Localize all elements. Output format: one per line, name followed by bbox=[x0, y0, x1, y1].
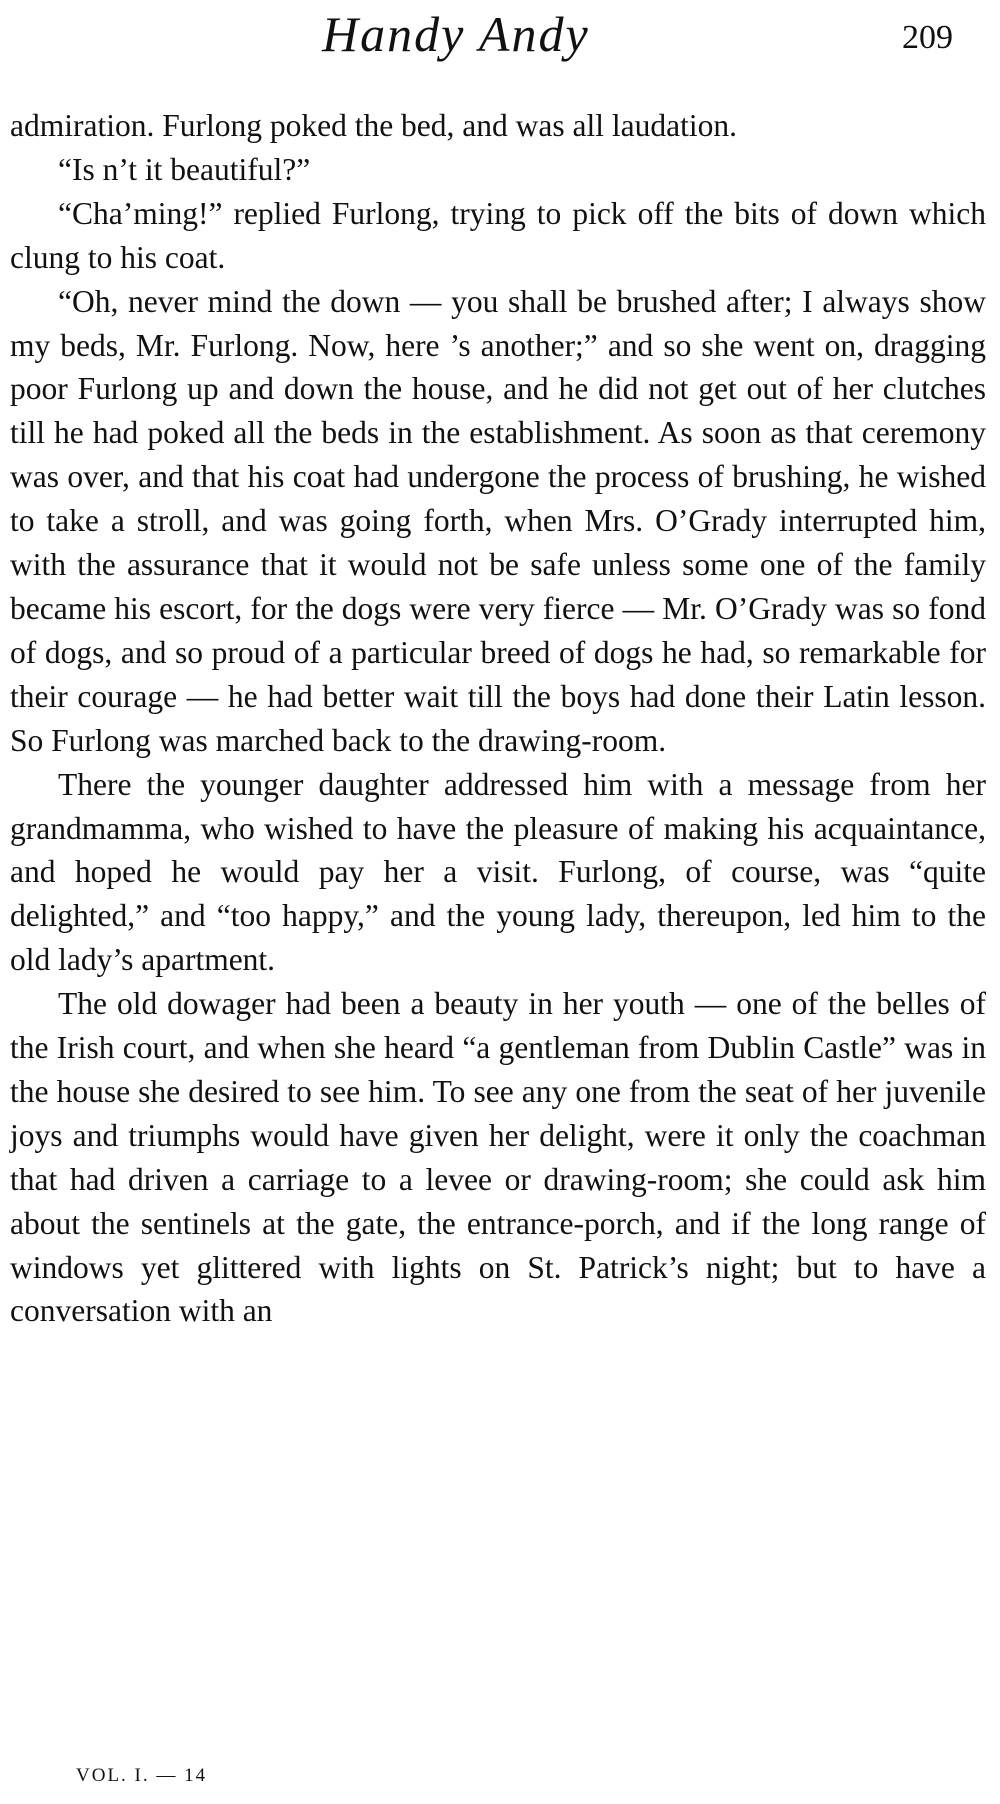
paragraph-2: “Is n’t it beautiful?” bbox=[58, 151, 311, 187]
paragraph-5: There the younger daughter addressed him with a message from her grandmamma, who wished to have the pleasure of making his acquaintance, and hoped he would pay her a visit. Furlong, of course, was “quite delighted,” and “too happy,” and the young lady, thereupon, led him to the old lady’s apartment. bbox=[10, 766, 986, 978]
running-title: Handy Andy bbox=[322, 6, 590, 62]
paragraph-6: The old dowager had been a beauty in her youth — one of the belles of the Irish court, and when she heard “a gentleman from Dublin Castle” was in the house she desired to see him. To see any one from the seat of her juvenile joys and triumphs would have given her delight, were it only the coachman that had driven a carriage to a levee or drawing-room; she could ask him about the sentinels at the gate, the entrance-porch, and if the long range of windows yet glittered with lights on St. Patrick’s night; but to have a conversation with an bbox=[10, 986, 986, 1329]
running-head bbox=[0, 4, 1000, 68]
signature-mark: VOL. I. — 14 bbox=[76, 1765, 208, 1786]
page-number: 209 bbox=[902, 19, 953, 56]
body-text bbox=[10, 104, 986, 1333]
paragraph-3: “Cha’ming!” replied Furlong, trying to pick off the bits of down which clung to his coat. bbox=[10, 195, 986, 275]
paragraph-1: admiration. Furlong poked the bed, and was all laudation. bbox=[10, 108, 737, 143]
paragraph-4: “Oh, never mind the down — you shall be brushed after; I always show my beds, Mr. Furlong. Now, here ’s another;” and so she went on, dragging poor Furlong up and down the house, and he did not get out of her clutches till he had poked all the beds in the establishment. As soon as that ceremony was over, and that his coat had undergone the process of brushing, he wished to take a stroll, and was going forth, when Mrs. O’Grady interrupted him, with the assurance that it would not be safe unless some one of the family became his escort, for the dogs were very fierce — Mr. O’Grady was so fond of dogs, and so proud of a particular breed of dogs he had, so remarkable for their courage — he had better wait till the boys had done their Latin lesson. So Furlong was marched back to the drawing-room. bbox=[10, 283, 986, 758]
